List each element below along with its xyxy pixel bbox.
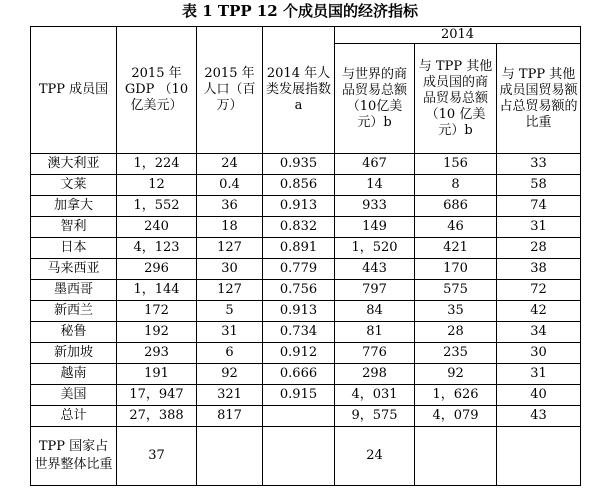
cell-tpp: 8 <box>415 175 497 196</box>
table-row <box>31 343 581 364</box>
cell-pop: 5 <box>197 301 263 322</box>
header-tpp-trade: 与 TPP 其他成员国的商品贸易总额（10 亿美元）b <box>415 44 497 154</box>
table-row <box>31 364 581 385</box>
cell-hdi <box>263 406 335 427</box>
table-row <box>31 196 581 217</box>
cell-world: 14 <box>335 175 415 196</box>
table-row <box>31 217 581 238</box>
cell-country: 美国 <box>31 385 117 406</box>
cell-hdi: 0.756 <box>263 280 335 301</box>
cell-country: 墨西哥 <box>31 280 117 301</box>
cell-gdp: 191 <box>117 364 197 385</box>
cell-tpp: 4，079 <box>415 406 497 427</box>
cell-world: 149 <box>335 217 415 238</box>
share-row <box>31 427 581 486</box>
cell-hdi: 0.913 <box>263 301 335 322</box>
share-share <box>497 427 581 486</box>
cell-share: 43 <box>497 406 581 427</box>
cell-share: 34 <box>497 322 581 343</box>
share-pop <box>197 427 263 486</box>
table-row <box>31 385 581 406</box>
cell-hdi: 0.779 <box>263 259 335 280</box>
cell-pop: 0.4 <box>197 175 263 196</box>
table-row <box>31 175 581 196</box>
cell-gdp: 172 <box>117 301 197 322</box>
cell-country: 日本 <box>31 238 117 259</box>
table-title: 表 1 TPP 12 个成员国的经济指标 <box>182 2 418 20</box>
economic-indicators-table <box>30 26 581 486</box>
cell-hdi: 0.915 <box>263 385 335 406</box>
header-country: TPP 成员国 <box>31 27 117 154</box>
cell-pop: 6 <box>197 343 263 364</box>
cell-country: 澳大利亚 <box>31 154 117 175</box>
cell-world: 776 <box>335 343 415 364</box>
share-label: TPP 国家占世界整体比重 <box>31 427 117 486</box>
cell-share: 31 <box>497 364 581 385</box>
cell-country: 总计 <box>31 406 117 427</box>
cell-country: 智利 <box>31 217 117 238</box>
cell-share: 42 <box>497 301 581 322</box>
cell-pop: 321 <box>197 385 263 406</box>
cell-country: 新加坡 <box>31 343 117 364</box>
cell-country: 秘鲁 <box>31 322 117 343</box>
cell-gdp: 1，144 <box>117 280 197 301</box>
share-tpp <box>415 427 497 486</box>
cell-world: 797 <box>335 280 415 301</box>
table-row <box>31 154 581 175</box>
cell-share: 38 <box>497 259 581 280</box>
header-gdp: 2015 年 GDP （10 亿美元） <box>117 27 197 154</box>
cell-world: 4，031 <box>335 385 415 406</box>
cell-pop: 24 <box>197 154 263 175</box>
header-year-2014: 2014 <box>335 27 581 44</box>
cell-world: 9，575 <box>335 406 415 427</box>
table-row <box>31 259 581 280</box>
cell-world: 84 <box>335 301 415 322</box>
cell-world: 467 <box>335 154 415 175</box>
cell-tpp: 235 <box>415 343 497 364</box>
cell-tpp: 35 <box>415 301 497 322</box>
cell-gdp: 240 <box>117 217 197 238</box>
cell-tpp: 156 <box>415 154 497 175</box>
cell-share: 40 <box>497 385 581 406</box>
cell-gdp: 192 <box>117 322 197 343</box>
cell-world: 81 <box>335 322 415 343</box>
header-world-trade: 与世界的商品贸易总额（10亿美元）b <box>335 44 415 154</box>
cell-gdp: 296 <box>117 259 197 280</box>
header-population: 2015 年人口（百万） <box>197 27 263 154</box>
cell-tpp: 46 <box>415 217 497 238</box>
cell-gdp: 27，388 <box>117 406 197 427</box>
cell-country: 越南 <box>31 364 117 385</box>
cell-pop: 31 <box>197 322 263 343</box>
table-row <box>31 406 581 427</box>
cell-world: 443 <box>335 259 415 280</box>
cell-share: 31 <box>497 217 581 238</box>
header-trade-share: 与 TPP 其他成员国贸易额占总贸易额的比重 <box>497 44 581 154</box>
cell-hdi: 0.891 <box>263 238 335 259</box>
cell-pop: 36 <box>197 196 263 217</box>
cell-share: 72 <box>497 280 581 301</box>
cell-gdp: 293 <box>117 343 197 364</box>
cell-hdi: 0.912 <box>263 343 335 364</box>
cell-pop: 817 <box>197 406 263 427</box>
cell-country: 加拿大 <box>31 196 117 217</box>
cell-hdi: 0.734 <box>263 322 335 343</box>
cell-tpp: 421 <box>415 238 497 259</box>
cell-tpp: 575 <box>415 280 497 301</box>
cell-gdp: 12 <box>117 175 197 196</box>
cell-pop: 30 <box>197 259 263 280</box>
cell-gdp: 4，123 <box>117 238 197 259</box>
cell-tpp: 1，626 <box>415 385 497 406</box>
table-row <box>31 322 581 343</box>
cell-gdp: 1，552 <box>117 196 197 217</box>
cell-world: 933 <box>335 196 415 217</box>
cell-tpp: 686 <box>415 196 497 217</box>
cell-tpp: 92 <box>415 364 497 385</box>
share-hdi <box>263 427 335 486</box>
cell-world: 1，520 <box>335 238 415 259</box>
cell-country: 新西兰 <box>31 301 117 322</box>
cell-share: 58 <box>497 175 581 196</box>
cell-tpp: 170 <box>415 259 497 280</box>
cell-share: 30 <box>497 343 581 364</box>
cell-pop: 127 <box>197 238 263 259</box>
cell-share: 33 <box>497 154 581 175</box>
cell-hdi: 0.935 <box>263 154 335 175</box>
cell-world: 298 <box>335 364 415 385</box>
cell-hdi: 0.856 <box>263 175 335 196</box>
cell-hdi: 0.832 <box>263 217 335 238</box>
share-gdp: 37 <box>117 427 197 486</box>
cell-gdp: 17，947 <box>117 385 197 406</box>
cell-share: 28 <box>497 238 581 259</box>
cell-pop: 127 <box>197 280 263 301</box>
cell-pop: 92 <box>197 364 263 385</box>
cell-hdi: 0.666 <box>263 364 335 385</box>
table-row <box>31 301 581 322</box>
cell-country: 马来西亚 <box>31 259 117 280</box>
table-row <box>31 280 581 301</box>
cell-hdi: 0.913 <box>263 196 335 217</box>
cell-pop: 18 <box>197 217 263 238</box>
header-hdi: 2014 年人类发展指数 a <box>263 27 335 154</box>
share-world: 24 <box>335 427 415 486</box>
cell-country: 文莱 <box>31 175 117 196</box>
table-row <box>31 238 581 259</box>
cell-tpp: 28 <box>415 322 497 343</box>
cell-share: 74 <box>497 196 581 217</box>
cell-gdp: 1，224 <box>117 154 197 175</box>
